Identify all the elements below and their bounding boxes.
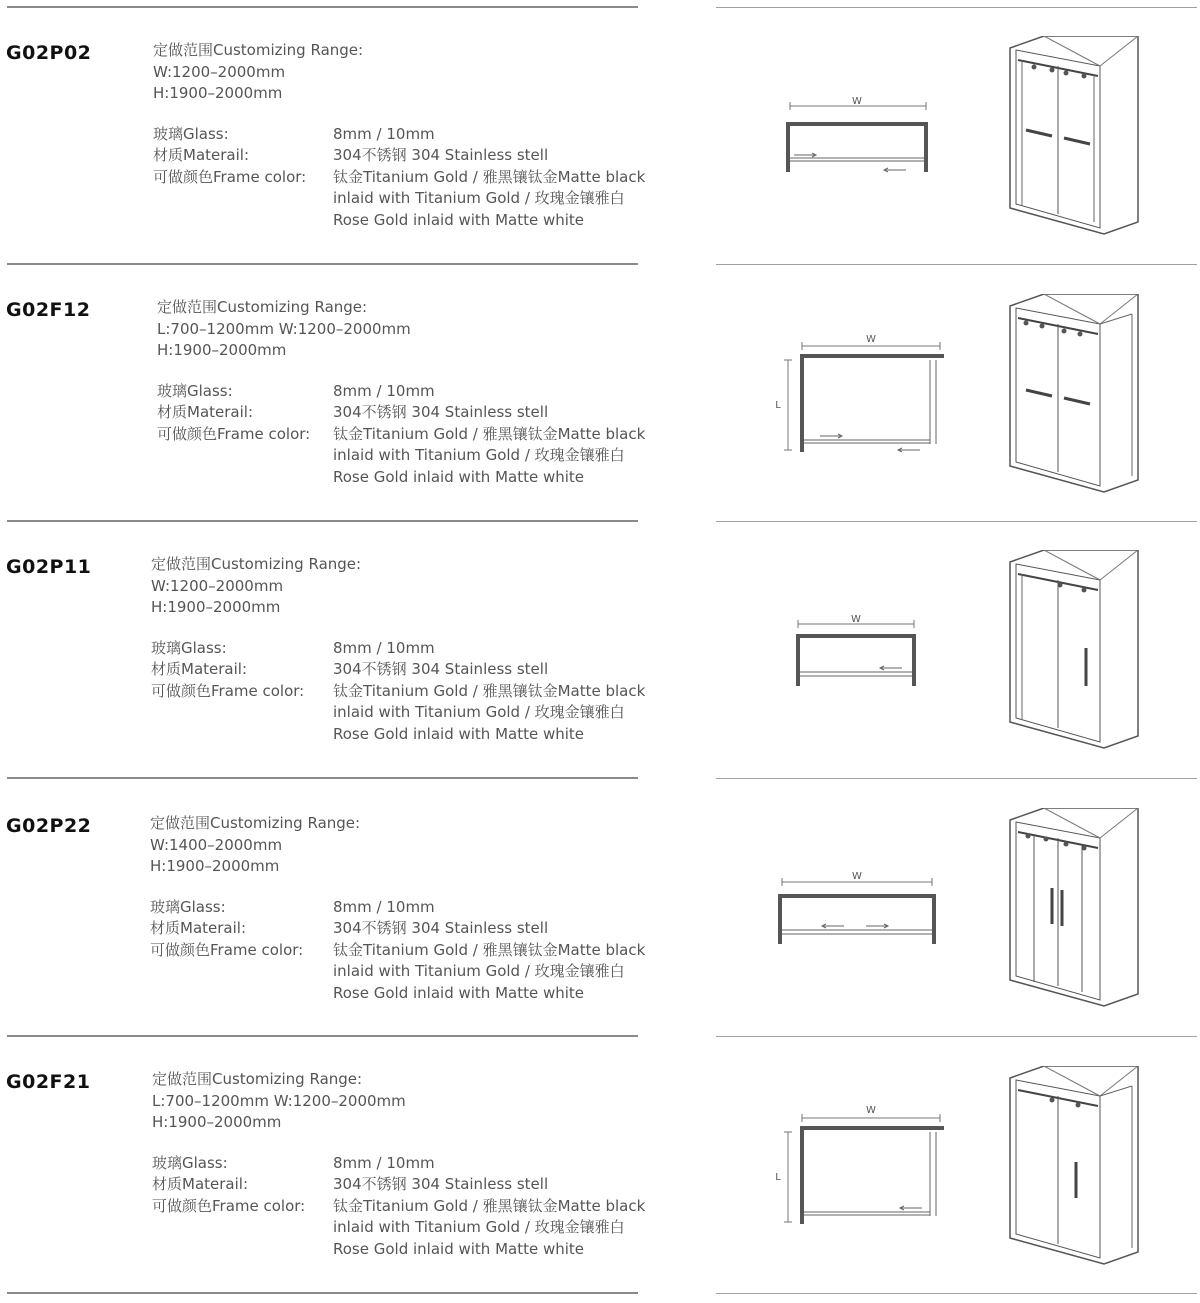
color-value-line1: 钛金Titanium Gold / 雅黑镶钛金Matte black [333, 1196, 646, 1215]
material-label: 材质Materail: [151, 660, 247, 678]
divider [716, 264, 1197, 265]
color-value-line2: inlaid with Titanium Gold / 玫瑰金镶雅白 [333, 189, 625, 207]
divider [716, 1293, 1197, 1294]
color-value-line3: Rose Gold inlaid with Matte white [333, 983, 585, 1002]
range-label: 定做范围Customizing Range: [150, 814, 361, 832]
width-dim-label: W [866, 334, 876, 345]
product-code: G02P22 [6, 815, 92, 837]
range-label: 定做范围Customizing Range: [152, 1070, 363, 1088]
product-spec [153, 40, 646, 231]
range-height: H:1900–2000mm [157, 341, 287, 359]
range-label: 定做范围Customizing Range: [157, 298, 368, 316]
divider [716, 778, 1197, 779]
width-dim-label: W [852, 871, 862, 882]
shower-enclosure-3d-icon [1004, 1066, 1144, 1266]
range-dimension: W:1400–2000mm [150, 835, 283, 854]
divider [716, 521, 1197, 522]
color-value-line3: Rose Gold inlaid with Matte white [333, 1239, 585, 1258]
material-value: 304不锈钢 304 Stainless stell [333, 919, 549, 937]
material-value: 304不锈钢 304 Stainless stell [333, 146, 549, 164]
plan-view-diagram [772, 866, 942, 948]
length-dim-label: L [775, 1172, 781, 1183]
range-label: 定做范围Customizing Range: [153, 41, 364, 59]
divider [716, 7, 1197, 8]
glass-value: 8mm / 10mm [333, 124, 435, 143]
plan-view-diagram [790, 610, 925, 690]
color-value-line2: inlaid with Titanium Gold / 玫瑰金镶雅白 [333, 446, 625, 464]
color-value-line2: inlaid with Titanium Gold / 玫瑰金镶雅白 [333, 962, 625, 980]
shower-enclosure-3d-icon [1004, 294, 1144, 494]
color-label: 可做颜色Frame color: [157, 424, 311, 443]
color-value-line2: inlaid with Titanium Gold / 玫瑰金镶雅白 [333, 1218, 625, 1236]
product-code: G02P11 [6, 556, 92, 578]
product-spec [152, 1069, 646, 1260]
color-label: 可做颜色Frame color: [152, 1196, 306, 1215]
product-code: G02P02 [6, 42, 92, 64]
color-label: 可做颜色Frame color: [150, 940, 304, 959]
plan-view-diagram [780, 92, 940, 177]
width-dim-label: W [851, 614, 861, 625]
divider [7, 1292, 638, 1294]
glass-label: 玻璃Glass: [151, 638, 227, 657]
divider [7, 6, 638, 8]
range-height: H:1900–2000mm [152, 1113, 282, 1131]
material-label: 材质Materail: [153, 146, 249, 164]
shower-enclosure-3d-icon [1004, 808, 1144, 1008]
range-label: 定做范围Customizing Range: [151, 555, 362, 573]
color-value-line1: 钛金Titanium Gold / 雅黑镶钛金Matte black [333, 167, 646, 186]
material-value: 304不锈钢 304 Stainless stell [333, 660, 549, 678]
range-height: H:1900–2000mm [151, 598, 281, 616]
shower-enclosure-3d-icon [1004, 36, 1144, 236]
color-value-line3: Rose Gold inlaid with Matte white [333, 724, 585, 743]
range-dimension: W:1200–2000mm [153, 62, 286, 81]
range-height: H:1900–2000mm [153, 84, 283, 102]
width-dim-label: W [852, 96, 862, 107]
divider [716, 1036, 1197, 1037]
color-value-line1: 钛金Titanium Gold / 雅黑镶钛金Matte black [333, 940, 646, 959]
material-label: 材质Materail: [157, 403, 253, 421]
color-value-line1: 钛金Titanium Gold / 雅黑镶钛金Matte black [333, 681, 646, 700]
width-dim-label: W [866, 1105, 876, 1116]
glass-value: 8mm / 10mm [333, 381, 435, 400]
glass-label: 玻璃Glass: [153, 124, 229, 143]
product-spec [150, 813, 646, 1004]
glass-value: 8mm / 10mm [333, 638, 435, 657]
glass-label: 玻璃Glass: [152, 1153, 228, 1172]
plan-view-diagram [770, 330, 950, 456]
divider [7, 777, 638, 779]
plan-view-diagram [770, 1100, 950, 1228]
divider [7, 263, 638, 265]
shower-enclosure-3d-icon [1004, 550, 1144, 750]
color-value-line2: inlaid with Titanium Gold / 玫瑰金镶雅白 [333, 703, 625, 721]
color-value-line1: 钛金Titanium Gold / 雅黑镶钛金Matte black [333, 424, 646, 443]
glass-value: 8mm / 10mm [333, 1153, 435, 1172]
range-height: H:1900–2000mm [150, 857, 280, 875]
material-value: 304不锈钢 304 Stainless stell [333, 403, 549, 421]
color-label: 可做颜色Frame color: [151, 681, 305, 700]
glass-value: 8mm / 10mm [333, 897, 435, 916]
divider [7, 1035, 638, 1037]
divider [7, 520, 638, 522]
color-value-line3: Rose Gold inlaid with Matte white [333, 467, 585, 486]
material-label: 材质Materail: [150, 919, 246, 937]
glass-label: 玻璃Glass: [157, 381, 233, 400]
material-label: 材质Materail: [152, 1175, 248, 1193]
product-code: G02F21 [6, 1071, 91, 1093]
product-spec [157, 297, 646, 488]
length-dim-label: L [775, 400, 781, 411]
range-dimension: L:700–1200mm W:1200–2000mm [152, 1091, 406, 1110]
color-value-line3: Rose Gold inlaid with Matte white [333, 210, 585, 229]
range-dimension: W:1200–2000mm [151, 576, 284, 595]
product-spec [151, 554, 646, 745]
product-code: G02F12 [6, 299, 91, 321]
color-label: 可做颜色Frame color: [153, 167, 307, 186]
glass-label: 玻璃Glass: [150, 897, 226, 916]
material-value: 304不锈钢 304 Stainless stell [333, 1175, 549, 1193]
range-dimension: L:700–1200mm W:1200–2000mm [157, 319, 411, 338]
